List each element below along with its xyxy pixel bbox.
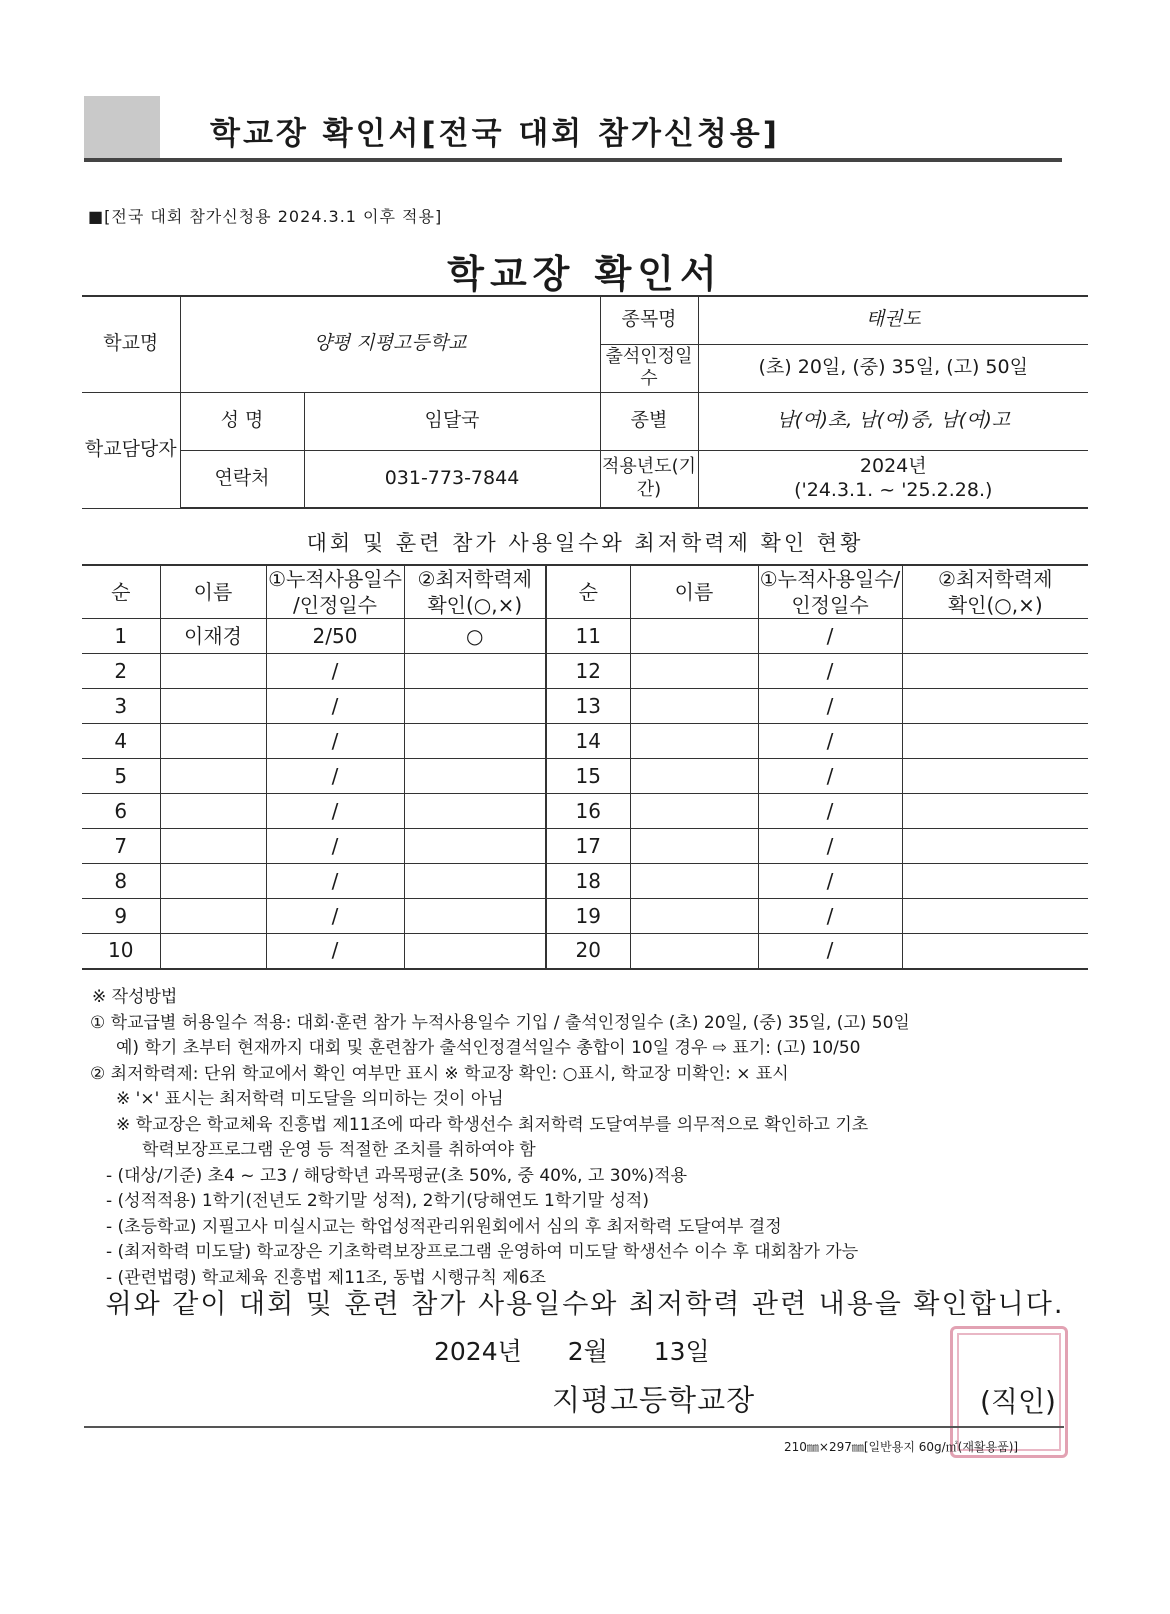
table-row (82, 829, 1088, 864)
instruction-line: ② 최저학력제: 단위 학교에서 확인 여부만 표시 ※ 학교장 확인: ○표시, 학교장 미확인: × 표시 (90, 1063, 789, 1084)
row-order-2: 12 (546, 654, 630, 689)
row-name-2 (630, 864, 758, 899)
col-name-2: 이름 (630, 565, 758, 619)
contact-phone-label: 연락처 (180, 450, 304, 508)
row-order: 5 (82, 759, 160, 794)
row-order: 2 (82, 654, 160, 689)
row-order-2: 14 (546, 724, 630, 759)
row-check-2 (902, 864, 1088, 899)
row-order-2: 16 (546, 794, 630, 829)
application-note: ■[전국 대회 참가신청용 2024.3.1 이후 적용] (88, 207, 443, 226)
row-days-2: / (758, 619, 902, 654)
row-days-2: / (758, 829, 902, 864)
row-order: 3 (82, 689, 160, 724)
row-order-2: 19 (546, 899, 630, 934)
confirmation-statement: 위와 같이 대회 및 훈련 참가 사용일수와 최저학력 관련 내용을 확인합니다. (105, 1289, 1065, 1320)
row-days: / (266, 689, 404, 724)
row-name-2 (630, 829, 758, 864)
row-days-2: / (758, 724, 902, 759)
row-name-2 (630, 689, 758, 724)
table-row (82, 724, 1088, 759)
row-name-2 (630, 619, 758, 654)
instruction-line: 예) 학기 초부터 현재까지 대회 및 훈련참가 출석인정결석일수 총합이 10일 경우 ⇨ 표기: (고) 10/50 (116, 1038, 861, 1058)
apply-year-value (698, 450, 1088, 508)
row-days: / (266, 724, 404, 759)
table-row (82, 934, 1088, 969)
row-order: 9 (82, 899, 160, 934)
date-day: 13일 (653, 1337, 710, 1366)
col-check-2 (902, 565, 1088, 619)
row-check (404, 794, 546, 829)
row-days: / (266, 934, 404, 969)
row-order-2: 15 (546, 759, 630, 794)
sport-label: 종목명 (600, 296, 698, 344)
row-days-2: / (758, 689, 902, 724)
row-order: 4 (82, 724, 160, 759)
row-check (404, 899, 546, 934)
school-name-value: 양평 지평고등학교 (180, 296, 600, 392)
table-row (82, 759, 1088, 794)
row-check-2 (902, 759, 1088, 794)
row-order-2: 18 (546, 864, 630, 899)
row-check (404, 759, 546, 794)
issue-date (434, 1332, 710, 1368)
table-row (82, 654, 1088, 689)
row-days-2: / (758, 864, 902, 899)
col-name: 이름 (160, 565, 266, 619)
col-check-line2: 확인(○,×) (427, 593, 523, 617)
row-name (160, 864, 266, 899)
row-name (160, 689, 266, 724)
row-name-2 (630, 794, 758, 829)
apply-period: ('24.3.1. ~ '25.2.28.) (794, 478, 993, 501)
col-days-2 (758, 565, 902, 619)
row-days-2: / (758, 654, 902, 689)
row-name (160, 934, 266, 969)
row-check-2 (902, 654, 1088, 689)
row-order-2: 13 (546, 689, 630, 724)
seal-label: (직인) (980, 1385, 1056, 1418)
instruction-line: - (초등학교) 지필고사 미실시교는 학업성적관리위원회에서 심의 후 최저학력 도달여부 결정 (106, 1216, 782, 1237)
row-order: 7 (82, 829, 160, 864)
row-name-2 (630, 934, 758, 969)
row-order-2: 20 (546, 934, 630, 969)
apply-year: 2024년 (859, 455, 927, 477)
row-check (404, 654, 546, 689)
contact-name-value: 임달국 (304, 392, 600, 450)
participation-table (82, 564, 1088, 970)
school-info-table (82, 295, 1088, 509)
header-decoration-block (84, 96, 160, 158)
row-name (160, 724, 266, 759)
instructions (90, 985, 1090, 1291)
instruction-line: ※ '×' 표시는 최저학력 미도달을 의미하는 것이 아님 (116, 1089, 504, 1109)
row-name (160, 759, 266, 794)
row-days-2: / (758, 934, 902, 969)
school-name-label: 학교명 (82, 296, 180, 392)
row-check-2 (902, 619, 1088, 654)
row-check: ○ (404, 619, 546, 654)
instruction-line: - (최저학력 미도달) 학교장은 기초학력보장프로그램 운영하여 미도달 학생선수 이수 후 대회참가 가능 (106, 1242, 859, 1262)
apply-year-label: 적용년도(기간) (600, 450, 698, 508)
row-days: / (266, 654, 404, 689)
document-title: 학교장 확인서 (447, 252, 723, 296)
col-order: 순 (82, 565, 160, 619)
category-value: 남(여)초, 남(여)중, 남(여)고 (698, 392, 1088, 450)
row-days: / (266, 794, 404, 829)
table-row (82, 794, 1088, 829)
header-divider (84, 158, 1062, 162)
principal-title: 지평고등학교장 (552, 1383, 756, 1417)
sport-value: 태권도 (698, 296, 1088, 344)
instructions-title: ※ 작성방법 (92, 987, 178, 1007)
section-heading: 대회 및 훈련 참가 사용일수와 최저학력제 확인 현황 (306, 531, 864, 555)
row-order: 6 (82, 794, 160, 829)
col-check-line1: ②최저학력제 (417, 567, 533, 591)
row-name-2 (630, 899, 758, 934)
row-check (404, 829, 546, 864)
row-days: / (266, 829, 404, 864)
row-days: 2/50 (266, 619, 404, 654)
row-order: 8 (82, 864, 160, 899)
instruction-line: - (관련법령) 학교체육 진흥법 제11조, 동법 시행규칙 제6조 (106, 1267, 546, 1288)
col-days-line1: ①누적사용일수 (268, 567, 402, 591)
footer-divider (84, 1426, 1064, 1428)
row-name-2 (630, 759, 758, 794)
row-days: / (266, 864, 404, 899)
instruction-line: ※ 학교장은 학교체육 진흥법 제11조에 따라 학생선수 최저학력 도달여부를 의무적으로 확인하고 기초 (116, 1114, 869, 1135)
row-order: 10 (82, 934, 160, 969)
row-name (160, 654, 266, 689)
row-order-2: 11 (546, 619, 630, 654)
row-name-2 (630, 654, 758, 689)
contact-phone-value: 031-773-7844 (304, 450, 600, 508)
row-order: 1 (82, 619, 160, 654)
row-name (160, 794, 266, 829)
attendance-days-value: (초) 20일, (중) 35일, (고) 50일 (698, 344, 1088, 392)
col-days-line2: /인정일수 (292, 593, 378, 617)
row-check (404, 689, 546, 724)
row-days: / (266, 899, 404, 934)
row-check-2 (902, 899, 1088, 934)
row-days-2: / (758, 794, 902, 829)
col-days-2-line2: 인정일수 (791, 593, 869, 617)
row-days: / (266, 759, 404, 794)
row-name: 이재경 (160, 619, 266, 654)
date-year: 2024년 (434, 1337, 522, 1366)
table-row (82, 619, 1088, 654)
date-month: 2월 (567, 1337, 608, 1366)
row-name (160, 899, 266, 934)
instruction-line: - (성적적용) 1학기(전년도 2학기말 성적), 2학기(당해연도 1학기말 성적) (106, 1191, 649, 1211)
col-check-2-line2: 확인(○,×) (947, 593, 1043, 617)
instruction-line: - (대상/기준) 초4 ~ 고3 / 해당학년 과목평균(초 50%, 중 40%, 고 30%)적용 (106, 1165, 688, 1186)
header-title: 학교장 확인서[전국 대회 참가신청용] (210, 116, 780, 152)
col-check (404, 565, 546, 619)
table-row (82, 689, 1088, 724)
row-check-2 (902, 724, 1088, 759)
row-days-2: / (758, 759, 902, 794)
instruction-line: 학력보장프로그램 운영 등 적절한 조치를 취하여야 함 (142, 1140, 536, 1160)
row-name-2 (630, 724, 758, 759)
paper-specification: 210㎜×297㎜[일반용지 60g/㎡(재활용품)] (784, 1440, 1019, 1454)
row-order-2: 17 (546, 829, 630, 864)
row-check-2 (902, 829, 1088, 864)
row-check-2 (902, 794, 1088, 829)
table-row (82, 899, 1088, 934)
contact-person-label: 학교담당자 (82, 392, 180, 508)
row-check (404, 724, 546, 759)
col-order-2: 순 (546, 565, 630, 619)
contact-name-label: 성 명 (180, 392, 304, 450)
row-days-2: / (758, 899, 902, 934)
row-check-2 (902, 689, 1088, 724)
col-days (266, 565, 404, 619)
row-name (160, 829, 266, 864)
category-label: 종별 (600, 392, 698, 450)
row-check-2 (902, 934, 1088, 969)
instruction-line: ① 학교급별 허용일수 적용: 대회·훈련 참가 누적사용일수 기입 / 출석인정일수 (초) 20일, (중) 35일, (고) 50일 (90, 1012, 910, 1033)
col-days-2-line1: ①누적사용일수/ (759, 567, 901, 591)
col-check-2-line1: ②최저학력제 (937, 567, 1053, 591)
row-check (404, 864, 546, 899)
table-row (82, 864, 1088, 899)
row-check (404, 934, 546, 969)
attendance-days-label: 출석인정일수 (600, 344, 698, 392)
